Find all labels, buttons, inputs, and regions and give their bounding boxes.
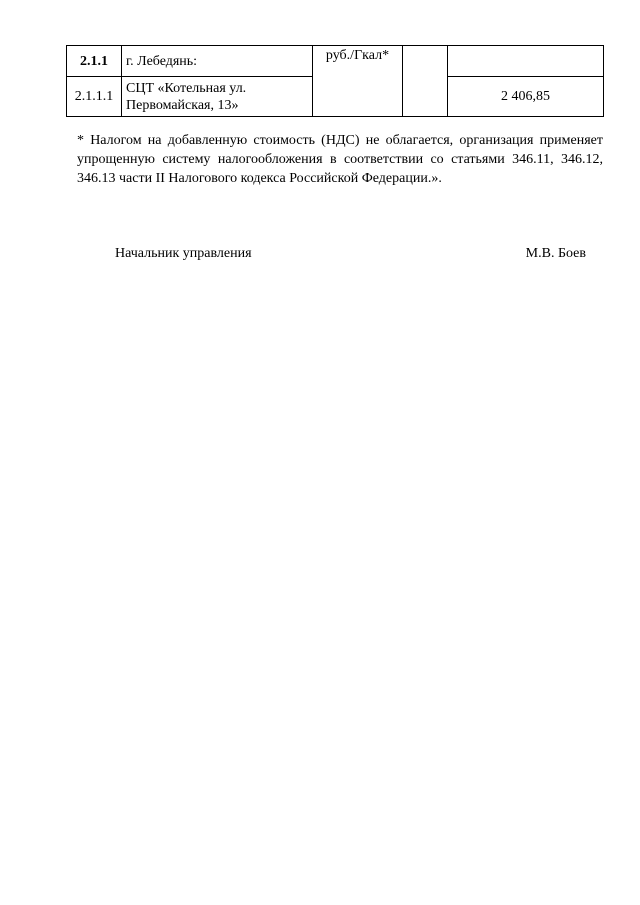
value-cell: 2 406,85 [448, 77, 604, 117]
unit-cell: руб./Гкал* [313, 46, 403, 117]
row-name-line: Первомайская, 13» [126, 97, 239, 113]
footnote: * Налогом на добавленную стоимость (НДС) не облагается, организация применяет упрощенную систему налогообложения в соответствии со статьями 346.11, 346.12, 346.13 части II Налогового кодекса Российской Федерации.». [77, 133, 603, 186]
row-code: 2.1.1.1 [67, 77, 122, 117]
signature-title: Начальник управления [115, 246, 252, 261]
table-row [67, 46, 604, 77]
signature-name: М.В. Боев [525, 246, 586, 261]
empty-cell [403, 46, 448, 117]
row-name [122, 77, 313, 117]
value-cell [448, 46, 604, 77]
tariff-table [66, 45, 604, 117]
row-code: 2.1.1 [67, 46, 122, 77]
row-name-line: СЦТ «Котельная ул. [126, 80, 247, 96]
row-name: г. Лебедянь: [122, 46, 313, 77]
